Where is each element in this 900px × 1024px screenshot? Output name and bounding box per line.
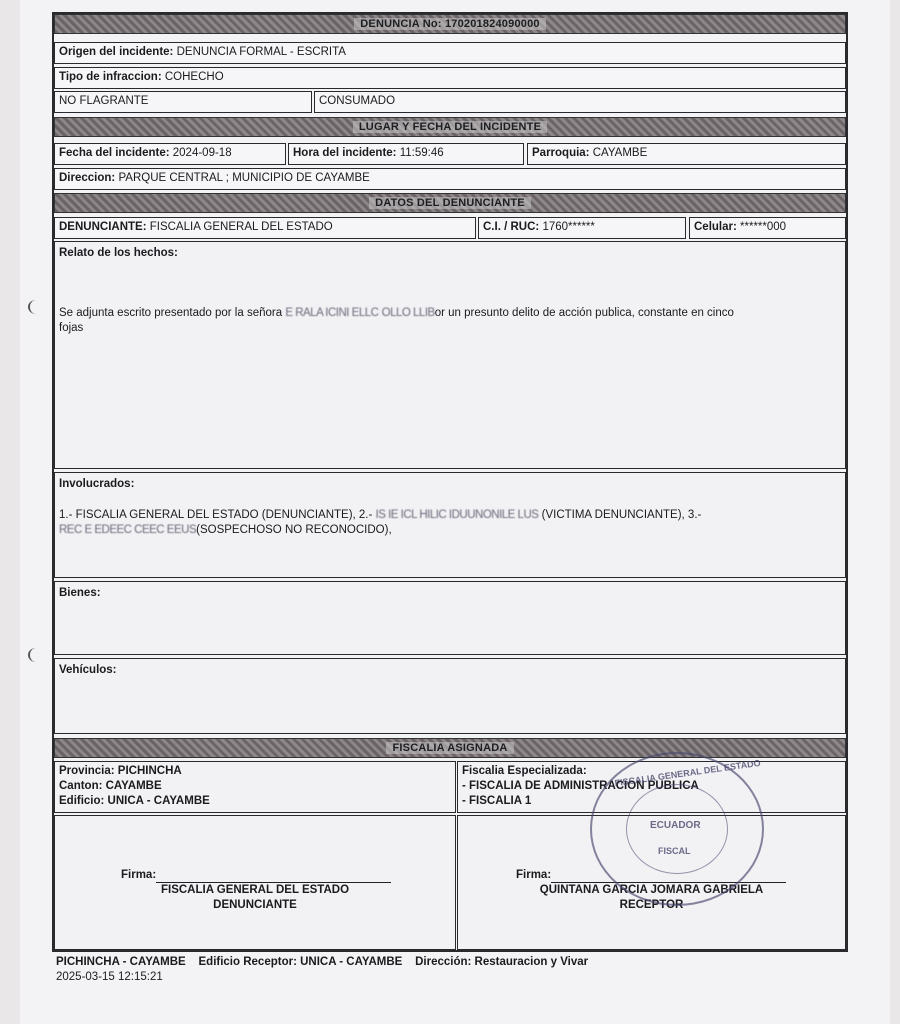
estado-value: CONSUMADO xyxy=(319,95,396,107)
binder-hole-mark xyxy=(28,300,44,314)
binder-hole-mark xyxy=(28,648,44,662)
involucrados-text-c: (SOSPECHOSO NO RECONOCIDO), xyxy=(196,524,392,536)
redacted-name: REC E EDEEC CEEC EEUS xyxy=(59,524,197,536)
parroquia-label: Parroquia: xyxy=(532,147,590,159)
relato-text xyxy=(59,306,841,336)
fiscalia-location-cell xyxy=(54,761,456,813)
fiscalia-band-title: FISCALIA ASIGNADA xyxy=(386,742,513,754)
fecha-value: 2024-09-18 xyxy=(172,147,232,159)
flagrancia-cell xyxy=(54,91,312,113)
involucrados-text-b: (VICTIMA DENUNCIANTE), 3.- xyxy=(541,509,702,521)
involucrados-box xyxy=(54,472,846,578)
relato-text-b: or un presunto delito de acción publica, constante en cinco xyxy=(434,307,734,319)
signer-name-right: QUINTANA GARCIA JOMARA GABRIELA xyxy=(539,884,764,896)
ruc-value: 1760****** xyxy=(542,221,595,233)
origen-value: DENUNCIA FORMAL - ESCRITA xyxy=(176,46,346,58)
signer-role-left: DENUNCIANTE xyxy=(213,899,297,911)
firma-label: Firma: xyxy=(516,869,552,881)
direccion-row xyxy=(54,168,846,190)
especializada-item: - FISCALIA 1 xyxy=(462,795,532,807)
firma-line-left xyxy=(59,868,451,883)
fecha-cell xyxy=(54,143,286,165)
hora-cell xyxy=(288,143,524,165)
denunciante-value: FISCALIA GENERAL DEL ESTADO xyxy=(149,221,333,233)
relato-label: Relato de los hechos: xyxy=(59,247,178,259)
ruc-label: C.I. / RUC: xyxy=(483,221,540,233)
firma-label: Firma: xyxy=(121,869,157,881)
signer-name-left: FISCALIA GENERAL DEL ESTADO xyxy=(160,884,350,896)
relato-text-c: fojas xyxy=(59,322,84,334)
signature-line xyxy=(156,872,391,883)
involucrados-text-a: 1.- FISCALIA GENERAL DEL ESTADO (DENUNCIANTE), 2.- xyxy=(59,509,373,521)
stamp-center-text: ECUADOR xyxy=(650,820,701,831)
stamp-inner-text: FISCAL xyxy=(658,846,691,856)
signer-role-right: RECEPTOR xyxy=(619,899,684,911)
hora-label: Hora del incidente: xyxy=(293,147,397,159)
hora-value: 11:59:46 xyxy=(399,147,444,159)
vehiculos-label: Vehículos: xyxy=(59,664,117,676)
footer-direccion: Dirección: Restauracion y Vivar xyxy=(415,956,589,968)
lugar-band xyxy=(54,117,846,137)
footer-edificio: Edificio Receptor: UNICA - CAYAMBE xyxy=(198,956,403,968)
flagrancia-value: NO FLAGRANTE xyxy=(59,95,149,107)
tipo-label: Tipo de infraccion: xyxy=(59,71,162,83)
denunciante-name-cell xyxy=(54,217,476,239)
footer-line xyxy=(56,955,588,969)
especializada-label: Fiscalia Especializada: xyxy=(462,765,587,777)
parroquia-value: CAYAMBE xyxy=(592,147,648,159)
canton-line: Canton: CAYAMBE xyxy=(59,780,162,792)
footer-location: PICHINCHA - CAYAMBE xyxy=(56,956,186,968)
celular-value: ******000 xyxy=(740,221,787,233)
direccion-value: PARQUE CENTRAL ; MUNICIPIO DE CAYAMBE xyxy=(118,172,370,184)
document-title: DENUNCIA No: 170201824090000 xyxy=(354,18,545,30)
provincia-line: Provincia: PICHINCHA xyxy=(59,765,182,777)
celular-label: Celular: xyxy=(694,221,737,233)
header-band xyxy=(54,14,846,34)
direccion-label: Direccion: xyxy=(59,172,116,184)
parroquia-cell xyxy=(527,143,846,165)
tipo-row xyxy=(54,67,846,89)
stamp-outer-text: FISCALIA GENERAL DEL ESTADO xyxy=(614,757,762,789)
signature-left xyxy=(54,815,456,950)
estado-cell xyxy=(314,91,846,113)
edificio-line: Edificio: UNICA - CAYAMBE xyxy=(59,795,210,807)
redacted-name: IS IE ICL HILIC IDUUNONILE LUS xyxy=(375,509,539,521)
denunciante-band-title: DATOS DEL DENUNCIANTE xyxy=(369,197,531,209)
bienes-label: Bienes: xyxy=(59,587,101,599)
redacted-name: E RALA ICINI ELLC xyxy=(285,307,379,319)
bienes-box xyxy=(54,581,846,655)
relato-box xyxy=(54,241,846,469)
origen-row xyxy=(54,42,846,64)
origen-label: Origen del incidente: xyxy=(59,46,174,58)
vehiculos-box xyxy=(54,658,846,734)
fecha-label: Fecha del incidente: xyxy=(59,147,170,159)
footer-timestamp: 2025-03-15 12:15:21 xyxy=(56,971,163,983)
especializada-item: - FISCALIA DE ADMINISTRACION PUBLICA xyxy=(462,780,699,792)
redacted-name: OLLO LLIB xyxy=(381,307,435,319)
relato-text-a: Se adjunta escrito presentado por la señora xyxy=(59,307,283,319)
tipo-value: COHECHO xyxy=(164,71,224,83)
denunciante-label: DENUNCIANTE: xyxy=(59,221,147,233)
lugar-band-title: LUGAR Y FECHA DEL INCIDENTE xyxy=(353,121,547,133)
involucrados-label: Involucrados: xyxy=(59,478,135,490)
celular-cell xyxy=(689,217,846,239)
ruc-cell xyxy=(478,217,686,239)
official-stamp-icon xyxy=(590,752,764,906)
denunciante-band xyxy=(54,193,846,213)
fiscalia-band xyxy=(54,738,846,758)
involucrados-text xyxy=(59,508,841,538)
